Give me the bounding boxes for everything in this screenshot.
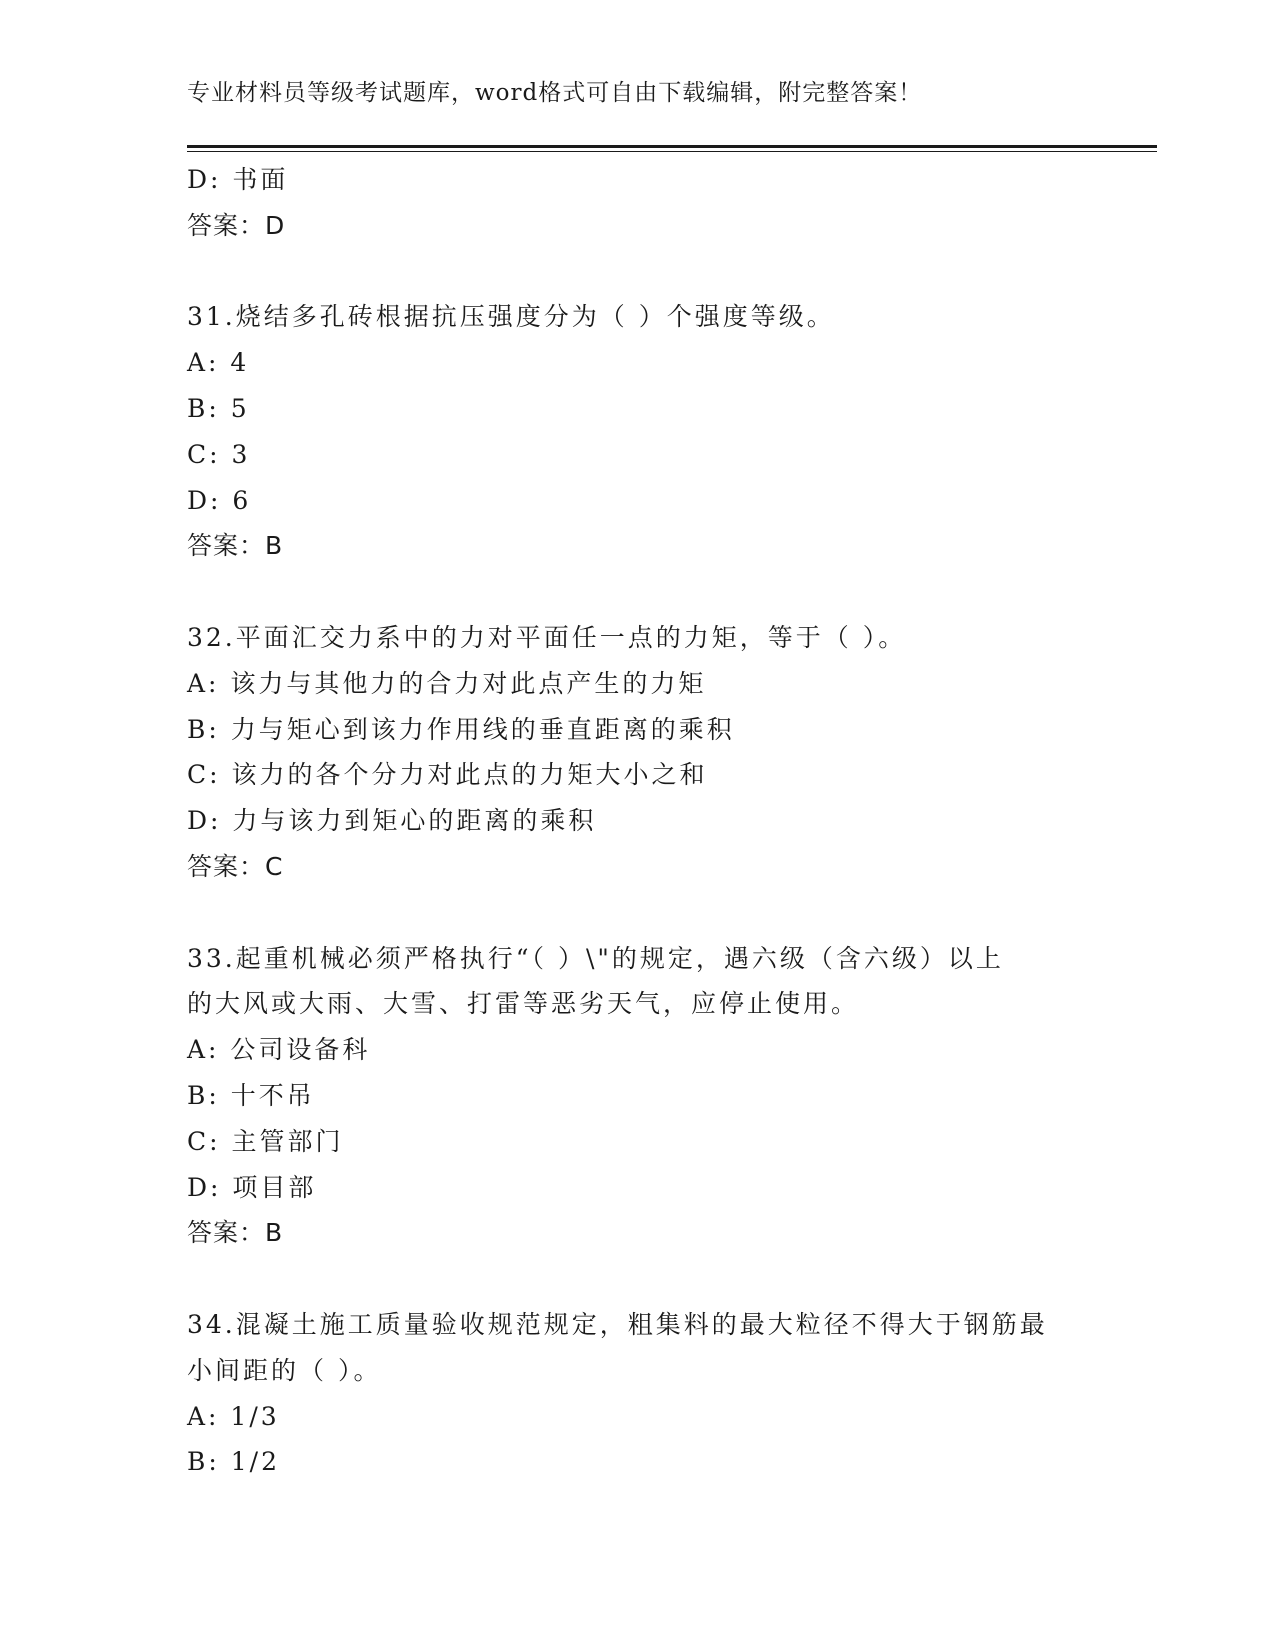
answer-line: 答案：D bbox=[187, 210, 286, 240]
question-list bbox=[187, 157, 1087, 1485]
header-rule-thin bbox=[187, 151, 1157, 152]
option-d: D: 项目部 bbox=[187, 1172, 317, 1202]
question-stem-continued: 的大风或大雨、大雪、打雷等恶劣天气，应停止使用。 bbox=[187, 989, 860, 1019]
page-header: 专业材料员等级考试题库，word格式可自由下载编辑，附完整答案！ bbox=[187, 80, 923, 106]
option-d: D: 6 bbox=[187, 485, 252, 515]
question-stem-continued: 小间距的（ ）。 bbox=[187, 1355, 382, 1385]
answer-line: 答案：B bbox=[187, 531, 284, 561]
question-stem: 32.平面汇交力系中的力对平面任一点的力矩，等于（ ）。 bbox=[187, 622, 907, 652]
answer-line: 答案：B bbox=[187, 1218, 284, 1248]
header-rule-thick bbox=[187, 145, 1157, 148]
question-gap bbox=[187, 1256, 1087, 1302]
option-a: A: 1/3 bbox=[187, 1401, 280, 1431]
option-c: C: 3 bbox=[187, 439, 251, 469]
option-d: D: 书面 bbox=[187, 165, 289, 194]
question-gap bbox=[187, 890, 1087, 936]
question-gap bbox=[187, 249, 1087, 295]
option-b: B: 十不吊 bbox=[187, 1080, 315, 1110]
question-stem: 34.混凝土施工质量验收规范规定，粗集料的最大粒径不得大于钢筋最 bbox=[187, 1309, 1048, 1339]
option-c: C: 主管部门 bbox=[187, 1126, 344, 1156]
option-d: D: 力与该力到矩心的距离的乘积 bbox=[187, 806, 597, 836]
option-b: B: 5 bbox=[187, 393, 250, 423]
option-a: A: 公司设备科 bbox=[187, 1035, 371, 1065]
question-gap bbox=[187, 569, 1087, 615]
question-stem: 33.起重机械必须严格执行“（ ）\"的规定，遇六级（含六级）以上 bbox=[187, 943, 1004, 973]
answer-line: 答案：C bbox=[187, 851, 284, 881]
option-c: C: 该力的各个分力对此点的力矩大小之和 bbox=[187, 760, 708, 790]
option-a: A: 该力与其他力的合力对此点产生的力矩 bbox=[187, 668, 707, 698]
option-b: B: 力与矩心到该力作用线的垂直距离的乘积 bbox=[187, 714, 735, 744]
question-stem: 31.烧结多孔砖根据抗压强度分为（ ）个强度等级。 bbox=[187, 302, 835, 332]
option-b: B: 1/2 bbox=[187, 1447, 280, 1477]
option-a: A: 4 bbox=[187, 348, 250, 378]
